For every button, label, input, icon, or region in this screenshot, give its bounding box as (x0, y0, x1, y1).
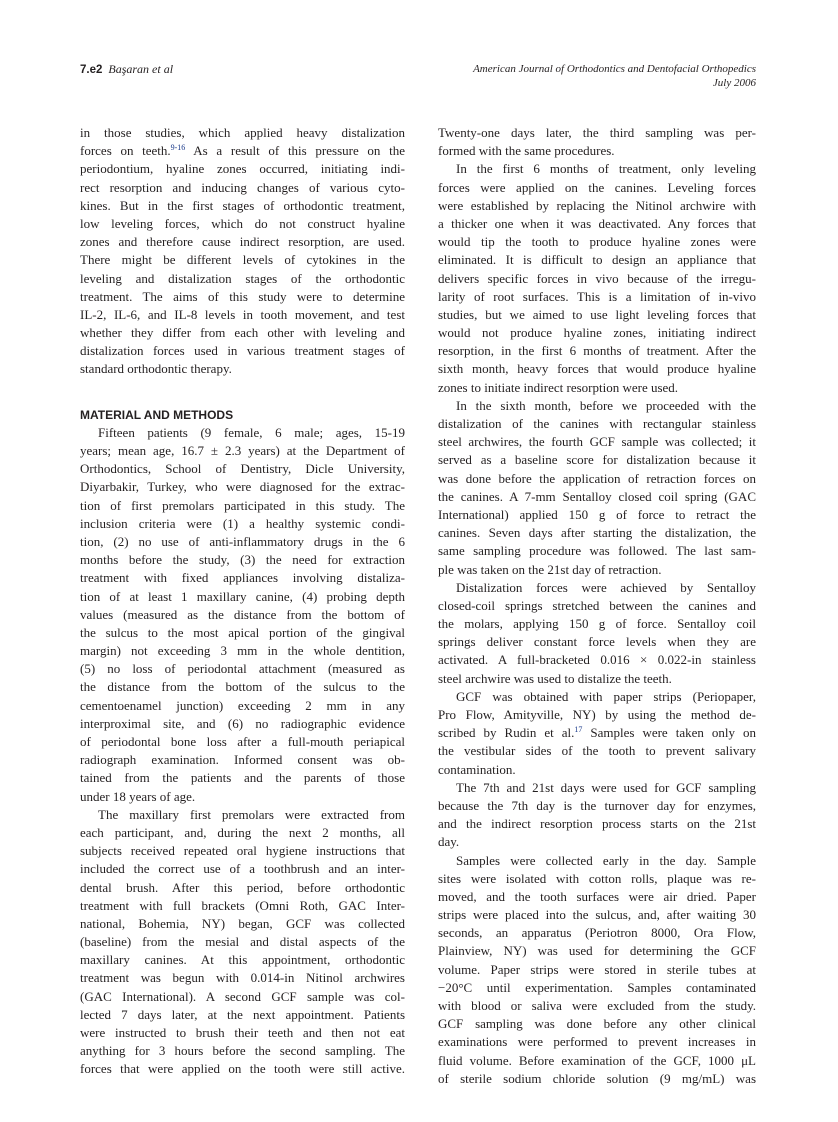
text-line: −20°C until experimentation. Samples contaminated (438, 979, 756, 995)
text-line: values (measured as the distance from the bottom of (80, 606, 405, 622)
text-line: (GAC International). A second GCF sample was col- (80, 988, 405, 1004)
text-line: Plainview, NY) was used for determining the GCF (438, 943, 756, 959)
text-line: day. (438, 834, 460, 850)
text-line: strips were placed into the sulcus, and, after waiting 30 (438, 907, 756, 923)
text-line: seconds, an apparatus (Periotron 8000, Ora Flow, (438, 925, 756, 941)
text-line: distalization forces used in various treatment stages of (80, 343, 405, 359)
text-line: would tip the tooth to produce hyaline zones were (438, 234, 756, 250)
paragraph-5 (438, 688, 756, 779)
paragraph-4 (438, 579, 756, 688)
text-line: Pro Flow, Amityville, NY) by using the method de- (438, 707, 756, 722)
text-line: Orthodontics, School of Dentistry, Dicle University, (80, 461, 405, 477)
text-line: cementoenamel junction) exceeding 2 mm in any (80, 697, 405, 713)
text-line: with blood or saliva were excluded from the study. (438, 998, 756, 1013)
text-line: Twenty-one days later, the third sampling was per- (438, 125, 756, 140)
text-line: springs deliver constant force levels when they are (438, 634, 756, 650)
text-line: tion of first premolars participated in this study. The (80, 497, 405, 513)
paragraph-7 (438, 852, 756, 1088)
text-line: included the correct use of a toothbrush and an inter- (80, 861, 405, 877)
text-line: scribed by Rudin et al.$^{17}$ Samples were taken only on (438, 725, 756, 741)
text-line: months before the study, (3) the need for extraction (80, 552, 405, 568)
text-line: the sulcus to the most apical portion of the gingival (80, 624, 405, 640)
paragraph-3 (438, 397, 756, 579)
methods-paragraph-2 (80, 806, 405, 1079)
text-line: lected 7 days later, at the next appointment. Patients (80, 1006, 405, 1022)
text-line: anything for 3 hours before the second sampling. The (80, 1043, 405, 1059)
text-line: volume. Paper strips were stored in sterile tubes at (438, 961, 756, 977)
text-line: zones to initiate indirect resorption were used. (438, 379, 679, 395)
text-line: treatment was begun with 0.014-in Nitinol archwires (80, 970, 405, 986)
journal-title: American Journal of Orthodontics and Dentofacial Orthopedics (473, 63, 756, 75)
text-line: dental brush. After this period, before orthodontic (80, 879, 405, 895)
text-line: Diyarbakir, Turkey, who were diagnosed for the extrac- (80, 479, 405, 495)
text-line: were established by replacing the Nitinol archwire with (438, 197, 756, 213)
text-line: was done before the application of retraction forces on (438, 470, 756, 486)
issue-date: July 2006 (712, 77, 756, 89)
text-line: (5) no loss of periodontal attachment (measured as (80, 661, 405, 677)
paragraph-1 (438, 124, 756, 160)
text-line: International) applied 150 g of force to retract the (438, 506, 756, 522)
paragraph-6 (438, 779, 756, 852)
text-line: under 18 years of age. (80, 788, 196, 804)
running-header-right (473, 62, 756, 90)
text-line: each participant, and, during the next 2 months, all (80, 824, 405, 840)
text-line: whether they differ from each other with leveling and (80, 325, 405, 341)
text-line: GCF was obtained with paper strips (Periopaper, (456, 688, 756, 704)
text-line: the distance from the bottom of the sulcus to the (80, 679, 405, 695)
text-line: would not produce hyaline zones, initiating indirect (438, 325, 756, 341)
text-line: steel archwires, the fourth GCF sample was collected; it (438, 434, 756, 450)
text-line: sites were isolated with cotton rolls, plaque was re- (438, 870, 756, 886)
text-line: a thicker one when it was deactivated. Any forces that (438, 215, 756, 231)
text-line: In the first 6 months of treatment, only leveling (456, 161, 756, 177)
text-line: of periodontal bone loss after a full-mouth periapical (80, 734, 405, 749)
text-line: distalization of the canines with rectangular stainless (438, 416, 756, 431)
text-line: activated. A full-bracketed 0.016 × 0.022-in stainless (438, 652, 756, 668)
citation-ref[interactable]: 9-16 (170, 143, 186, 153)
text-line: subjects received repeated oral hygiene instructions that (80, 843, 405, 859)
text-line: national, Bohemia, NY) began, GCF was collected (80, 915, 405, 931)
text-line: treatment with full brackets (Omni Roth, GAC Inter- (80, 897, 405, 913)
text-line: steel archwire was used to distalize the teeth. (438, 670, 672, 686)
text-line: periodontium, hyaline zones occurred, initiating indi- (80, 161, 405, 177)
text-line: larity of root surfaces. This is a limitation of in-vivo (438, 288, 756, 304)
text-line: ple was taken on the 21st day of retraction. (438, 561, 662, 577)
text-line: examinations were performed to prevent increases in (438, 1034, 756, 1050)
text-line: moved, and the tooth surfaces were air dried. Paper (438, 888, 756, 904)
text-line: kines. But in the first stages of orthodontic treatment, (80, 197, 405, 213)
text-line: interproximal site, and (6) no radiographic evidence (80, 715, 405, 731)
text-line: in those studies, which applied heavy distalization (80, 125, 405, 140)
text-line: treatment. The aims of this study were to determine (80, 288, 405, 304)
text-line: same sampling procedure was followed. The last sam- (438, 543, 756, 559)
text-line: sixth month, heavy forces that would produce hyaline (438, 361, 756, 377)
text-line: delivers specific forces in vivo because of the irregu- (438, 270, 756, 286)
text-line: tained from the patients and the parents of those (80, 770, 405, 786)
text-line: treatment with fixed appliances involving distaliza- (80, 570, 405, 586)
text-line: low leveling forces, which do not construct hyaline (80, 215, 405, 231)
text-line: because the 7th day is the turnover day for enzymes, (438, 797, 756, 813)
text-line: radiograph examination. Informed consent was ob- (80, 752, 405, 768)
text-line: closed-coil springs stretched between the canines and (438, 597, 756, 613)
text-line: eliminated. It is difficult to design an appliance that (438, 252, 756, 268)
text-line: (baseline) from the mesial and distal aspects of the (80, 934, 405, 950)
text-line: forces on teeth.$^{9-16}$ As a result of this pressure on the (80, 143, 405, 159)
text-line: formed with the same procedures. (438, 143, 615, 159)
text-line: contamination. (438, 761, 516, 777)
text-line: Fifteen patients (9 female, 6 male; ages, 15-19 (98, 424, 405, 440)
left-column (80, 124, 405, 1079)
text-line: tion of at least 1 maxillary canine, (4) probing depth (80, 588, 405, 604)
text-line: GCF sampling was done before any other clinical (438, 1016, 756, 1032)
text-line: studies, but we aimed to use light leveling forces that (438, 306, 756, 322)
intro-paragraph (80, 124, 405, 379)
running-authors: Başaran et al (108, 62, 174, 76)
text-line: resorption, in the first 6 months of treatment. After the (438, 343, 756, 359)
text-line: Samples were collected early in the day. Sample (456, 852, 756, 868)
text-line: the canines. A 7-mm Sentalloy closed coil spring (GAC (438, 488, 756, 504)
text-line: served as a baseline score for distalization because it (438, 452, 756, 468)
text-line: IL-2, IL-6, and IL-8 levels in tooth movement, and test (80, 306, 405, 322)
paragraph-2 (438, 160, 756, 396)
text-line: of sterile sodium chloride solution (9 mg/mL) was (438, 1070, 756, 1086)
text-line: tion, (2) no use of anti-inflammatory drugs in the 6 (80, 533, 405, 549)
text-line: Distalization forces were achieved by Sentalloy (456, 579, 756, 595)
text-line: zones and therefore cause indirect resorption, are used. (80, 234, 405, 250)
citation-ref[interactable]: 17 (574, 725, 583, 735)
text-line: forces were applied on the canines. Leveling forces (438, 179, 756, 195)
text-line: years; mean age, 16.7 ± 2.3 years) at the Department of (80, 443, 405, 458)
text-line: and the indirect resorption process starts on the 21st (438, 816, 756, 832)
running-header-left (80, 62, 173, 77)
page-number: 7.e2 (80, 64, 103, 76)
text-line: The 7th and 21st days were used for GCF sampling (456, 779, 756, 795)
text-line: inclusion criteria were (1) a healthy systemic condi- (80, 515, 405, 531)
text-line: fluid volume. Before examination of the GCF, 1000 μL (438, 1052, 756, 1068)
right-column (438, 124, 756, 1088)
text-line: The maxillary first premolars were extracted from (98, 806, 405, 822)
text-line: forces that were applied on the tooth were still active. (80, 1061, 405, 1077)
section-heading: MATERIAL AND METHODS (80, 407, 234, 422)
text-line: were instructed to brush their teeth and then not eat (80, 1025, 405, 1040)
text-line: margin) not exceeding 3 mm in the whole dentition, (80, 643, 405, 659)
text-line: leveling and distalization stages of the orthodontic (80, 270, 405, 286)
text-line: the vestibular sides of the tooth to prevent salivary (438, 743, 756, 759)
text-line: There might be different levels of cytokines in the (80, 252, 405, 268)
text-line: canines. Seven days after starting the distalization, the (438, 525, 756, 541)
text-line: standard orthodontic therapy. (80, 361, 232, 377)
methods-paragraph-1 (80, 424, 405, 806)
text-line: the molars, applying 150 g of force. Sentalloy coil (438, 616, 756, 632)
text-line: rect resorption and inducing changes of various cyto- (80, 179, 405, 195)
text-line: maxillary canines. At this appointment, orthodontic (80, 952, 405, 968)
text-line: In the sixth month, before we proceeded with the (456, 397, 756, 413)
